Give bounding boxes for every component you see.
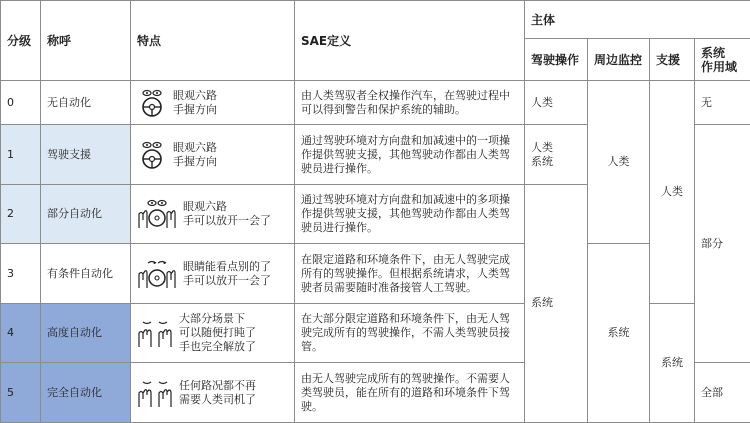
header-support: 支援 [650, 39, 695, 81]
feature-line: 手握方向 [173, 102, 217, 116]
definition-cell: 由人类驾驭者全权操作汽车，在驾驶过程中可以得到警告和保护系统的辅助。 [295, 81, 525, 125]
level-number: 0 [1, 81, 41, 125]
feature-line: 眼观六路 [173, 140, 217, 154]
table-row [1, 81, 750, 125]
level-name: 完全自动化 [41, 363, 131, 423]
eyes-hands-off-wheel-icon [137, 198, 177, 230]
feature-cell [131, 303, 295, 363]
domain-full-cell: 全部 [695, 363, 750, 423]
header-subject: 主体 [525, 1, 750, 39]
definition-cell: 在限定道路和环境条件下，由无人驾驶完成所有的驾驶操作。但根据系统请求，人类驾驶者员需要随时准备接管人工驾驶。 [295, 244, 525, 304]
level-name: 有条件自动化 [41, 244, 131, 304]
feature-line: 眼睛能看点别的了 [183, 259, 271, 273]
level-name: 无自动化 [41, 81, 131, 125]
feature-cell [131, 363, 295, 423]
header-driving-op: 驾驶操作 [525, 39, 588, 81]
header-name: 称呼 [41, 1, 131, 81]
feature-line: 手也完全解放了 [179, 340, 256, 354]
feature-cell [131, 244, 295, 304]
driving-op-cell [525, 125, 588, 185]
level-name: 部分自动化 [41, 184, 131, 244]
driving-op-line: 人类 [531, 140, 553, 154]
header-domain [695, 39, 750, 81]
level-number: 1 [1, 125, 41, 185]
feature-line: 眼观六路 [173, 88, 217, 102]
closed-eyes-hands-free-icon [137, 317, 173, 349]
feature-line: 手可以放开一会了 [183, 273, 271, 287]
definition-cell: 通过驾驶环境对方向盘和加减速中的多项操作提供驾驶支援，其他驾驶动作都由人类驾驶员进行操作。 [295, 184, 525, 244]
header-domain-line2: 作用域 [701, 59, 738, 74]
driving-op-cell: 人类 [525, 81, 588, 125]
header-monitoring: 周边监控 [588, 39, 650, 81]
level-number: 5 [1, 363, 41, 423]
header-definition: SAE定义 [295, 1, 525, 81]
closed-eyes-hands-free-icon [137, 377, 173, 409]
support-system-cell: 系统 [650, 303, 695, 422]
feature-line: 手握方向 [173, 154, 217, 168]
feature-line: 手可以放开一会了 [183, 214, 271, 228]
level-number: 3 [1, 244, 41, 304]
feature-line: 眼观六路 [183, 200, 227, 214]
eyes-steering-wheel-icon [137, 88, 167, 118]
header-level: 分级 [1, 1, 41, 81]
definition-cell: 由无人驾驶完成所有的驾驶操作。不需要人类驾驶员，能在所有的道路和环境条件下驾驶。 [295, 363, 525, 423]
support-human-cell: 人类 [650, 81, 695, 304]
domain-partial-cell: 部分 [695, 125, 750, 363]
feature-line: 大部分场景下 [179, 312, 245, 326]
monitoring-human-cell: 人类 [588, 81, 650, 244]
level-name: 驾驶支援 [41, 125, 131, 185]
side-eyes-hands-off-wheel-icon [137, 258, 177, 290]
level-name: 高度自动化 [41, 303, 131, 363]
driving-op-system-cell: 系统 [525, 184, 588, 422]
feature-line: 任何路况都不再 [179, 378, 256, 392]
level-number: 4 [1, 303, 41, 363]
header-domain-line1: 系统 [701, 45, 726, 60]
feature-line: 需要人类司机了 [179, 392, 256, 406]
definition-cell: 通过驾驶环境对方向盘和加减速中的一项操作提供驾驶支援，其他驾驶动作都由人类驾驶员进行操作。 [295, 125, 525, 185]
feature-line: 可以随便打盹了 [179, 326, 256, 340]
definition-cell: 在大部分限定道路和环境条件下，由无人驾驶完成所有的驾驶操作，不需人类驾驶员接管。 [295, 303, 525, 363]
header-feature: 特点 [131, 1, 295, 81]
feature-cell [131, 81, 295, 125]
monitoring-system-cell: 系统 [588, 244, 650, 423]
driving-op-line: 系统 [531, 154, 553, 168]
feature-cell [131, 125, 295, 185]
level-number: 2 [1, 184, 41, 244]
feature-cell [131, 184, 295, 244]
eyes-steering-wheel-icon [137, 140, 167, 170]
domain-none-cell: 无 [695, 81, 750, 125]
table-row [1, 244, 750, 304]
